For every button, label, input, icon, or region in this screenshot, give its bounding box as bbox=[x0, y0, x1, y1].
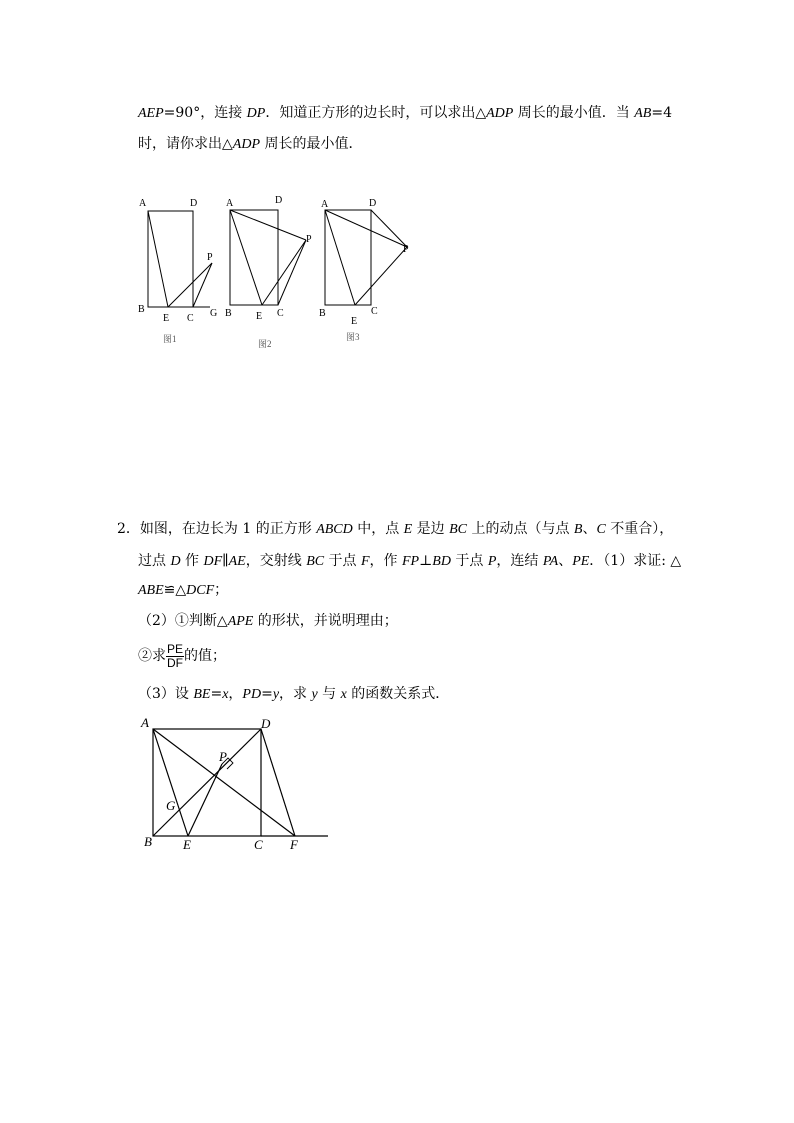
fig1-caption: 图1 bbox=[163, 334, 177, 344]
fig2-label-b: B bbox=[225, 308, 232, 319]
fig1-label-e: E bbox=[163, 313, 170, 324]
fig-label-d: D bbox=[261, 716, 271, 731]
problem2-line3: ABE≌△DCF； bbox=[138, 582, 229, 598]
fig-label-e: E bbox=[183, 837, 191, 852]
fig2-label-d: D bbox=[275, 195, 283, 206]
fig-label-p: P bbox=[219, 749, 227, 764]
fig3-label-e: E bbox=[351, 316, 358, 327]
fig1-label-b: B bbox=[138, 304, 145, 315]
problem2-line4: （2）①判断△APE 的形状，并说明理由； bbox=[138, 613, 398, 629]
fig3-label-a: A bbox=[321, 199, 329, 210]
problem1-figure-1 bbox=[130, 190, 230, 350]
fig1-label-p: P bbox=[207, 252, 213, 263]
fig1-label-a: A bbox=[139, 198, 147, 209]
fig-label-a: A bbox=[141, 715, 149, 730]
fig1-label-d: D bbox=[190, 198, 198, 209]
fig1-label-g: G bbox=[210, 308, 218, 319]
problem1-figure-2 bbox=[220, 190, 320, 355]
fraction-pe-over-df: $\frac{PE}{DF}$ bbox=[167, 641, 184, 670]
fig3-label-c: C bbox=[371, 306, 378, 317]
fig3-caption: 图3 bbox=[346, 332, 360, 342]
fig3-label-d: D bbox=[369, 198, 377, 209]
problem2-line1: 2．如图，在边长为 1 的正方形 ABCD 中，点 E 是边 BC 上的动点（与点 B、C 不重合）， bbox=[117, 521, 674, 537]
fig2-label-e: E bbox=[256, 311, 263, 322]
problem2-figure bbox=[135, 712, 335, 857]
fig2-label-a: A bbox=[226, 198, 234, 209]
fig2-label-p: P bbox=[306, 234, 312, 245]
problem1-line1: AEP=90°，连接 DP．知道正方形的边长时，可以求出△ADP 周长的最小值．当 AB=4 bbox=[138, 105, 672, 121]
problem1-figure-3 bbox=[315, 190, 415, 350]
fig-label-b: B bbox=[144, 834, 152, 849]
fig-label-g: G bbox=[166, 798, 176, 813]
problem2-line5: ②求 $\frac{PE}{DF}$ 的值； bbox=[138, 641, 227, 670]
fig-label-f: F bbox=[290, 837, 298, 852]
problem-number: 2． bbox=[117, 521, 140, 537]
fig-label-c: C bbox=[254, 837, 263, 852]
problem1-line2: 时，请你求出△ADP 周长的最小值． bbox=[138, 136, 363, 152]
fig3-label-b: B bbox=[319, 308, 326, 319]
fig2-label-c: C bbox=[277, 308, 284, 319]
fig2-caption: 图2 bbox=[258, 339, 272, 349]
problem2-line6: （3）设 BE=x，PD=y，求 y 与 x 的函数关系式． bbox=[138, 686, 450, 702]
fig1-label-c: C bbox=[187, 313, 194, 324]
problem2-line2: 过点 D 作 DF∥AE，交射线 BC 于点 F，作 FP⊥BD 于点 P，连结 PA、PE．（1）求证: △ bbox=[138, 553, 682, 569]
fig3-label-p: P bbox=[403, 244, 409, 255]
